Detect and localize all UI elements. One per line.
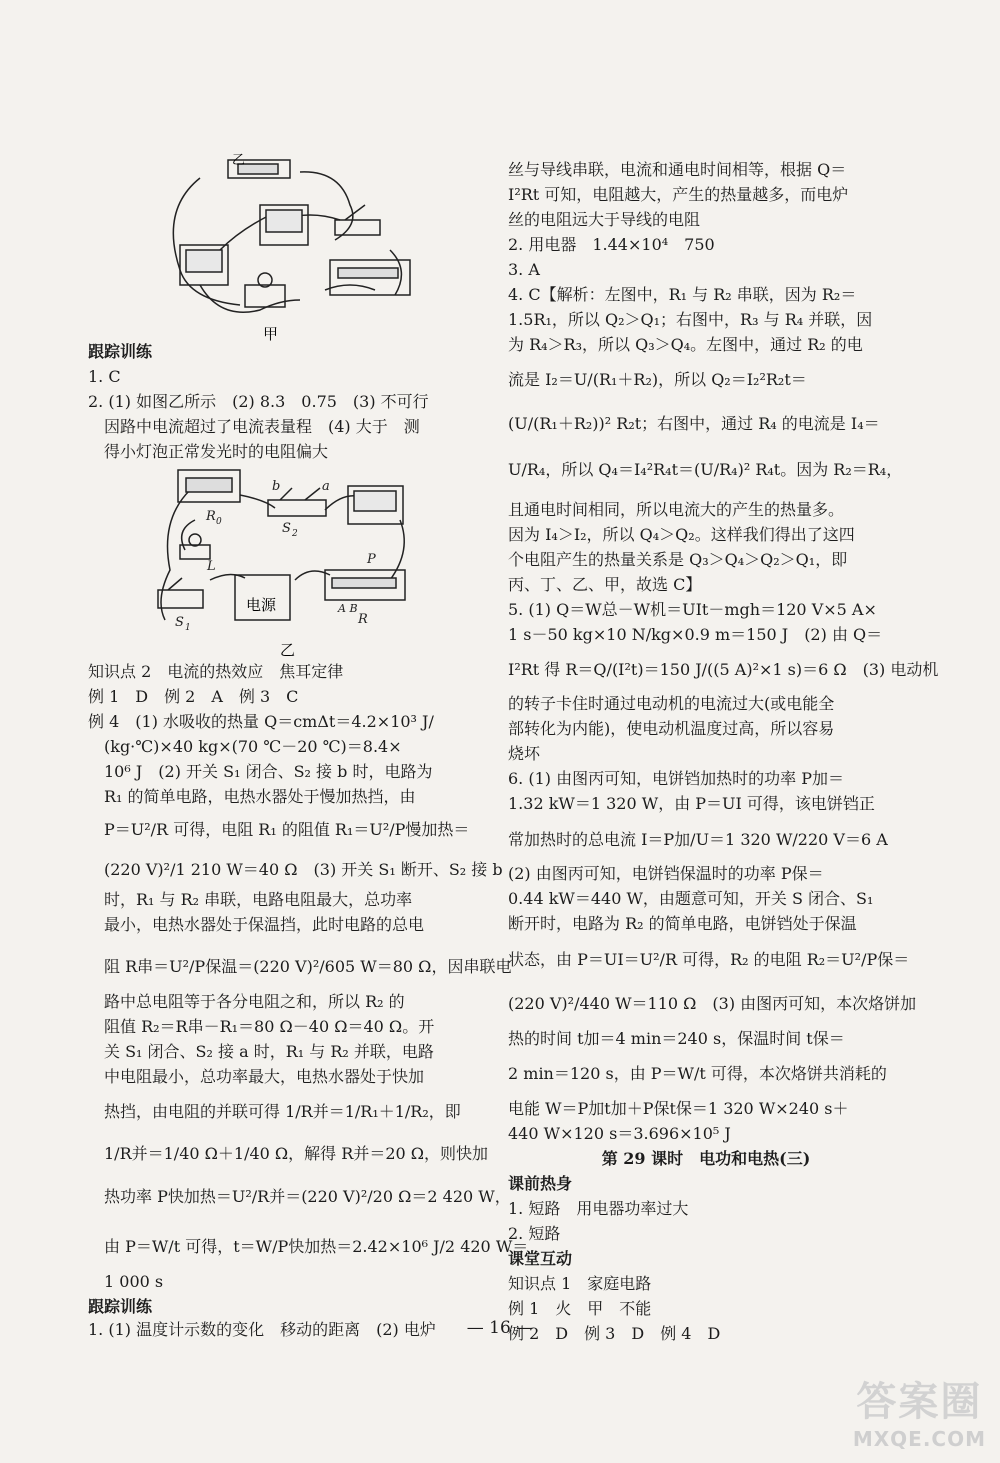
label-power-source: 电源 <box>246 596 277 614</box>
answer-line: (2) 由图丙可知，电饼铛保温时的功率 P保＝ <box>508 864 824 883</box>
answer-line: 5. (1) Q＝W总－W机＝UIt－mgh＝120 V×5 A× <box>508 600 877 619</box>
answer-line: 因路中电流超过了电流表量程 (4) 大于 测 <box>88 417 420 436</box>
answer-line: I²Rt 得 R＝Q/(I²t)＝150 J/((5 A)²×1 s)＝6 Ω (3) 电动机 <box>508 660 939 679</box>
answer-line: 例 1 D 例 2 A 例 3 C <box>88 687 299 706</box>
answer-line: 3. A <box>508 260 540 279</box>
answer-line: 6. (1) 由图丙可知，电饼铛加热时的功率 P加＝ <box>508 769 844 788</box>
label-r0-sub: 0 <box>216 517 222 527</box>
label-s1-sub: 1 <box>185 623 191 633</box>
answer-line: 热的时间 t加＝4 min＝240 s，保温时间 t保＝ <box>508 1029 845 1048</box>
answer-line: 部转化为内能)，使电动机温度过高，所以容易 <box>508 719 835 738</box>
answer-line: 因为 I₄＞I₂，所以 Q₄＞Q₂。这样我们得出了这四 <box>508 525 855 544</box>
answer-line: 4. C【解析：左图中，R₁ 与 R₂ 串联，因为 R₂＝ <box>508 285 857 304</box>
answer-line: 中电阻最小，总功率最大，电热水器处于快加 <box>88 1067 425 1086</box>
answer-line: 阻 R串＝U²/P保温＝(220 V)²/605 W＝80 Ω，因串联电 <box>88 957 512 976</box>
answer-line: 阻值 R₂＝R串－R₁＝80 Ω－40 Ω＝40 Ω。开 <box>88 1017 435 1036</box>
answer-line: 1 000 s <box>88 1272 164 1291</box>
circuit-diagram-yi <box>150 460 415 660</box>
label-p: P <box>367 552 376 567</box>
answer-line: 2. 用电器 1.44×10⁴ 750 <box>508 235 715 254</box>
answer-line: 2. 短路 <box>508 1224 561 1243</box>
answer-line: 由 P＝W/t 可得，t＝W/P快加热＝2.42×10⁶ J/2 420 W＝ <box>88 1237 529 1256</box>
answer-line: 热功率 P快加热＝U²/R并＝(220 V)²/20 Ω＝2 420 W， <box>88 1187 511 1206</box>
answer-line: 1.32 kW＝1 320 W，由 P＝UI 可得，该电饼铛正 <box>508 794 875 813</box>
answer-line: 且通电时间相同，所以电流大的产生的热量多。 <box>508 500 845 519</box>
answer-line: 丝的电阻远大于导线的电阻 <box>508 210 701 229</box>
answer-line: 状态，由 P＝UI＝U²/R 可得，R₂ 的电阻 R₂＝U²/P保＝ <box>508 950 910 969</box>
answer-line: 最小，电热水器处于保温挡，此时电路的总电 <box>88 915 425 934</box>
answer-line: 时，R₁ 与 R₂ 串联，电路电阻最大，总功率 <box>88 890 413 909</box>
watermark-url: MXQE.COM <box>852 1427 986 1451</box>
section-heading: 课堂互动 <box>508 1249 573 1268</box>
label-ab: A B <box>338 602 358 615</box>
answer-line: 为 R₄＞R₃，所以 Q₃＞Q₄。左图中，通过 R₂ 的电 <box>508 335 863 354</box>
answer-line: 丙、丁、乙、甲，故选 C】 <box>508 575 702 594</box>
answer-line: 电能 W＝P加t加＋P保t保＝1 320 W×240 s＋ <box>508 1099 849 1118</box>
answer-line: 断开时，电路为 R₂ 的简单电路，电饼铛处于保温 <box>508 914 857 933</box>
answer-line: 1.5R₁，所以 Q₂＞Q₁；右图中，R₃ 与 R₄ 并联，因 <box>508 310 873 329</box>
figure-jia-caption: 甲 <box>263 325 279 343</box>
answer-line: 烧坏 <box>508 744 541 763</box>
answer-line: P＝U²/R 可得，电阻 R₁ 的阻值 R₁＝U²/P慢加热＝ <box>88 820 470 839</box>
label-r0: R <box>206 509 216 524</box>
watermark <box>853 1370 986 1451</box>
label-r: R <box>358 612 368 627</box>
answer-line: 1. (1) 温度计示数的变化 移动的距离 (2) 电炉 <box>88 1320 436 1339</box>
section-heading: 知识点 1 家庭电路 <box>508 1274 652 1293</box>
circuit-diagram-jia <box>160 150 420 345</box>
section-heading: 跟踪训练 <box>88 342 153 361</box>
label-l: L <box>207 559 216 574</box>
answer-line: 0.44 kW＝440 W，由题意可知，开关 S 闭合、S₁ <box>508 889 874 908</box>
answer-line: 1/R并＝1/40 Ω＋1/40 Ω，解得 R并＝20 Ω，则快加 <box>88 1144 489 1163</box>
answer-line: (220 V)²/440 W＝110 Ω (3) 由图丙可知，本次烙饼加 <box>508 994 917 1013</box>
answer-line: 1. C <box>88 367 121 386</box>
answer-line: 的转子卡住时通过电动机的电流过大(或电能全 <box>508 694 835 713</box>
answer-line: 2 min＝120 s，由 P＝W/t 可得，本次烙饼共消耗的 <box>508 1064 887 1083</box>
answer-line: 例 2 D 例 3 D 例 4 D <box>508 1324 721 1343</box>
answer-line: 2. (1) 如图乙所示 (2) 8.3 0.75 (3) 不可行 <box>88 392 429 411</box>
section-heading: 跟踪训练 <box>88 1297 153 1316</box>
label-b: b <box>272 479 281 494</box>
answer-line: 热挡，由电阻的并联可得 1/R并＝1/R₁＋1/R₂，即 <box>88 1102 461 1121</box>
answer-line: 例 1 火 甲 不能 <box>508 1299 652 1318</box>
answer-line: (U/(R₁＋R₂))² R₂t；右图中，通过 R₄ 的电流是 I₄＝ <box>508 414 880 433</box>
answer-line: 例 4 (1) 水吸收的热量 Q＝cmΔt＝4.2×10³ J/ <box>88 712 434 731</box>
page-number: — 16 — <box>466 1318 534 1338</box>
answer-line: 个电阻产生的热量关系是 Q₃＞Q₄＞Q₂＞Q₁，即 <box>508 550 848 569</box>
figure-yi-caption: 乙 <box>280 641 296 659</box>
answer-line: (kg·℃)×40 kg×(70 ℃－20 ℃)＝8.4× <box>88 737 402 756</box>
answer-line: 1 s－50 kg×10 N/kg×0.9 m＝150 J (2) 由 Q＝ <box>508 625 883 644</box>
label-s2: S <box>282 521 291 536</box>
answer-line: 常加热时的总电流 I＝P加/U＝1 320 W/220 V＝6 A <box>508 830 888 849</box>
section-heading: 知识点 2 电流的热效应 焦耳定律 <box>88 662 344 681</box>
answer-line: 440 W×120 s＝3.696×10⁵ J <box>508 1124 731 1143</box>
label-s1: S <box>175 615 184 630</box>
answer-line: I²Rt 可知，电阻越大，产生的热量越多，而电炉 <box>508 185 849 204</box>
answer-line: 丝与导线串联，电流和通电时间相等，根据 Q＝ <box>508 160 847 179</box>
answer-line: (220 V)²/1 210 W＝40 Ω (3) 开关 S₁ 断开、S₂ 接 b <box>88 860 503 879</box>
lesson-title: 第 29 课时 电功和电热(三) <box>601 1149 811 1168</box>
watermark-logo-text: 答案圈 <box>856 1379 983 1425</box>
answer-line: 流是 I₂＝U/(R₁＋R₂)，所以 Q₂＝I₂²R₂t＝ <box>508 370 807 389</box>
answer-line: 1. 短路 用电器功率过大 <box>508 1199 689 1218</box>
label-a: a <box>322 479 330 494</box>
answer-line: R₁ 的简单电路，电热水器处于慢加热挡，由 <box>88 787 416 806</box>
label-s2-sub: 2 <box>292 529 298 539</box>
answer-line: 路中总电阻等于各分电阻之和，所以 R₂ 的 <box>88 992 405 1011</box>
section-heading: 课前热身 <box>508 1174 573 1193</box>
answer-line: 10⁶ J (2) 开关 S₁ 闭合、S₂ 接 b 时，电路为 <box>88 762 433 781</box>
answer-line: 得小灯泡正常发光时的电阻偏大 <box>88 442 329 461</box>
figure-jia-top-label: 乙 <box>232 153 246 168</box>
answer-line: U/R₄，所以 Q₄＝I₄²R₄t＝(U/R₄)² R₄t。因为 R₂＝R₄， <box>508 460 903 479</box>
answer-line: 关 S₁ 闭合、S₂ 接 a 时，R₁ 与 R₂ 并联，电路 <box>88 1042 434 1061</box>
